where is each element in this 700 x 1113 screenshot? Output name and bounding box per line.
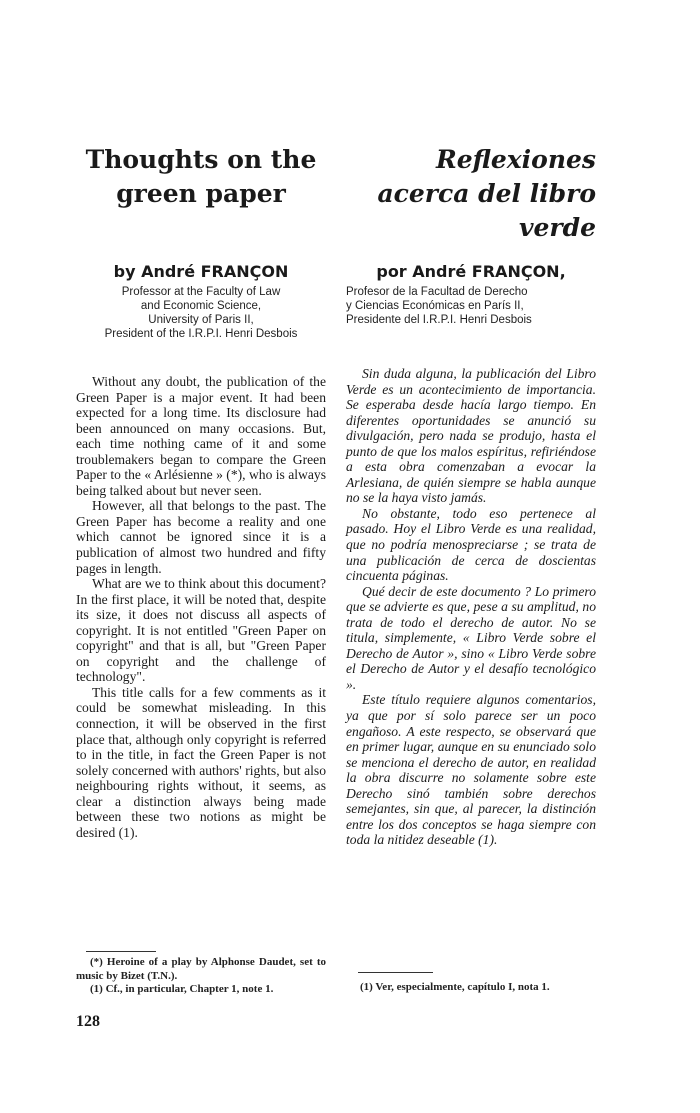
- footnote-divider: [86, 951, 156, 952]
- affiliation-line: Profesor de la Facultad de Derecho: [346, 286, 528, 298]
- body-paragraph: Without any doubt, the publication of the Green Paper is a major event. It had been expected for a long time. Its disclosure had been announced on many occasions. But, each time nothing came of it and some troublemakers began to compare the Green Paper to the « Arlésienne » (*), who is always being talked about but never seen.: [76, 374, 326, 498]
- affiliation-line: President of the I.R.P.I. Henri Desbois: [104, 328, 298, 340]
- footnotes-spanish: [346, 981, 596, 995]
- page-number: 128: [76, 1013, 100, 1030]
- body-paragraph: Qué decir de este documento ? Lo primero que se advierte es que, pese a su amplitud, no trata de todo el derecho de autor. No se titula, simplemente, « Libro Verde sobre el Derecho de Autor », sino « Libro Verde sobre el Derecho de Autor y el desafío tecnológico ».: [346, 583, 596, 692]
- body-paragraph: What are we to think about this document? In the first place, it will be noted that, despite its size, it does not discuss all aspects of copyright. It is not entitled "Green Paper on copyright" and that is all, but "Green Paper on copyright and the challenge of technology".: [76, 576, 326, 685]
- footnote: (1) Ver, especialmente, capítulo I, nota 1.: [360, 981, 550, 993]
- article-body-spanish: [346, 366, 596, 848]
- footnote-divider: [358, 972, 433, 973]
- footnote: (1) Cf., in particular, Chapter 1, note 1.: [90, 983, 274, 995]
- affiliation-line: y Ciencias Económicas en París II,: [346, 300, 524, 312]
- article-title-spanish: Reflexiones acerca del libro verde: [377, 145, 596, 242]
- body-paragraph: No obstante, todo eso pertenece al pasado. Hoy el Libro Verde es una realidad, que no podría menospreciarse ; se trata de una publicación de cerca de doscientas cincuenta páginas.: [346, 505, 596, 584]
- author-affiliation-english: [76, 285, 326, 341]
- body-paragraph: However, all that belongs to the past. The Green Paper has become a reality and one which cannot be ignored since it is a publication of almost two hundred and fifty pages in length.: [76, 498, 326, 576]
- body-paragraph: Sin duda alguna, la publicación del Libro Verde es un acontecimiento de importancia. Se esperaba desde hacía largo tiempo. En diferentes oportunidades se anunció su divulgación, pero nada se produjo, hasta el punto de que los malos espíritus, refiriéndose a esta obra comenzaban a evocar la Arlesiana, de quién siempre se habla aunque no se la haya visto jamás.: [346, 366, 596, 506]
- footnote: (*) Heroine of a play by Alphonse Daudet, set to music by Bizet (T.N.).: [76, 956, 326, 982]
- author-byline-spanish: por André FRANÇON,: [376, 262, 566, 281]
- footnotes-english: [76, 956, 326, 997]
- author-affiliation-spanish: [346, 285, 596, 327]
- body-paragraph: This title calls for a few comments as it could be somewhat misleading. In this connection, it will be observed in the first place that, although only copyright is referred to in the title, in fact the Green Paper is not solely concerned with authors' rights, but also neighbouring rights without, it seems, as clear a distinction always being made between these two notions as might be desired (1).: [76, 684, 326, 840]
- affiliation-line: and Economic Science,: [140, 300, 262, 312]
- article-title-english: Thoughts on the green paper: [85, 145, 317, 208]
- author-byline-english: by André FRANÇON: [113, 262, 289, 281]
- affiliation-line: Presidente del I.R.P.I. Henri Desbois: [346, 314, 532, 326]
- affiliation-line: Professor at the Faculty of Law: [121, 286, 281, 298]
- article-body-english: [76, 374, 326, 840]
- affiliation-line: University of Paris II,: [148, 314, 254, 326]
- body-paragraph: Este título requiere algunos comentarios, ya que por sí solo parece ser un poco engañoso. A este respecto, se observará que en primer lugar, aunque en su enunciado solo se menciona el derecho de autor, en realidad la obra discurre no solamente sobre este Derecho sinó también sobre derechos semejantes, sin que, al parecer, la distinción entre los dos conceptos se haga siempre con toda la nitidez deseable (1).: [346, 692, 596, 848]
